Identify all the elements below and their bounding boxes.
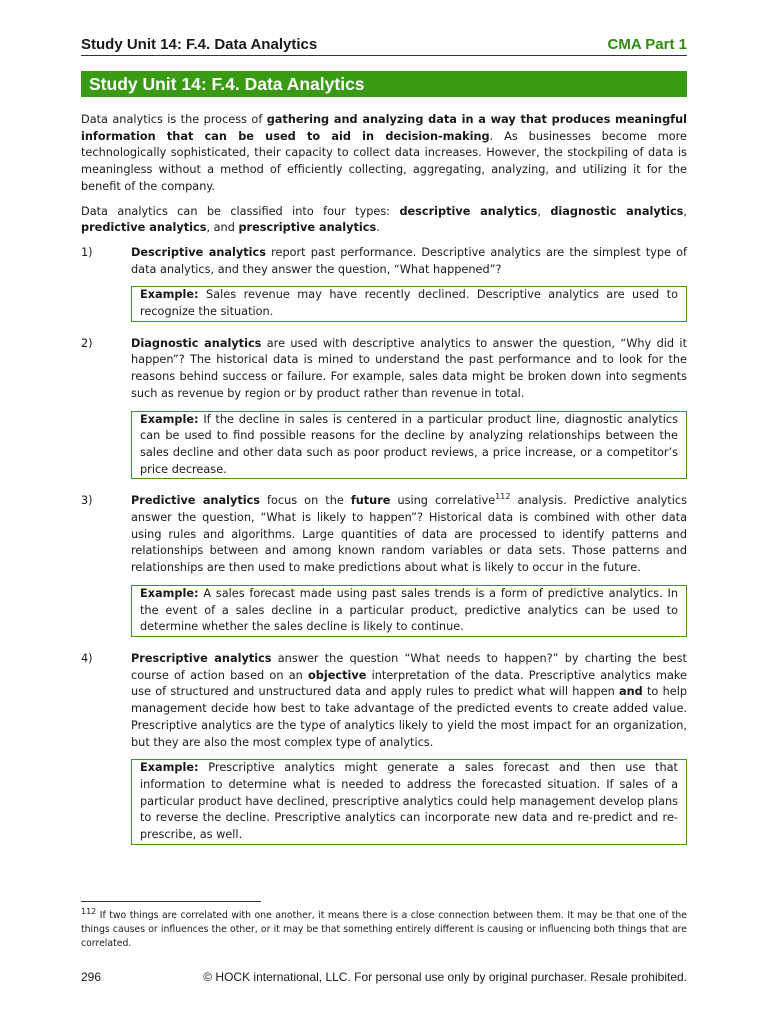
example-box-descriptive: Example: Sales revenue may have recently declined. Descriptive analytics are used to recognize the situation. xyxy=(131,286,687,321)
page-number: 296 xyxy=(81,970,102,984)
main-content xyxy=(81,112,687,859)
page-footer xyxy=(81,970,687,984)
example-box-prescriptive: Example: Prescriptive analytics might generate a sales forecast and then use that information to determine what is needed to address the forecasted situation. If sales of a particular product have declined, prescriptive analytics could help management develop plans to reverse the decline. Prescriptive analytics can incorporate new data and re-predict and re-prescribe, as well. xyxy=(131,759,687,845)
footnote-divider xyxy=(81,901,261,902)
list-item-text: Diagnostic analytics are used with descriptive analytics to answer the question, “Why did it happen”? The historical data is mined to understand the past performance and to look for the reasons behind success or failure. For example, sales data might be broken down into segments such as revenue by region or by product rather than revenue in total. xyxy=(131,336,687,400)
list-item-prescriptive xyxy=(81,651,687,751)
example-box-predictive: Example: A sales forecast made using past sales trends is a form of predictive analytics. In the event of a sales decline in a particular product, predictive analytics can be used to determine whether the sales decline is likely to continue. xyxy=(131,585,687,637)
list-item-descriptive xyxy=(81,245,687,278)
footnote xyxy=(81,906,687,951)
copyright-notice: © HOCK international, LLC. For personal use only by original purchaser. Resale prohibited. xyxy=(203,970,687,984)
example-box-diagnostic: Example: If the decline in sales is centered in a particular product line, diagnostic analytics can be used to find possible reasons for the decline by analyzing relationships between the sales decline and other data such as poor product reviews, a price increase, or a competitor’s price decrease. xyxy=(131,411,687,480)
list-item-diagnostic xyxy=(81,336,687,403)
footnote-reference[interactable]: 112 xyxy=(495,492,511,502)
list-item-predictive xyxy=(81,493,687,577)
list-number: 2) xyxy=(81,336,93,350)
banner-title: Study Unit 14: F.4. Data Analytics xyxy=(89,74,365,94)
intro-paragraph-2: Data analytics can be classified into four types: descriptive analytics, diagnostic analytics, predictive analytics, and prescriptive analytics. xyxy=(81,204,687,235)
list-number: 3) xyxy=(81,494,93,508)
section-banner xyxy=(81,71,687,97)
running-header xyxy=(81,33,687,56)
header-part: CMA Part 1 xyxy=(607,36,687,53)
footnote-number: 112 xyxy=(81,906,97,916)
list-item-text: Descriptive analytics report past performance. Descriptive analytics are the simplest type of data analytics, and they answer the question, “What happened”? xyxy=(131,245,687,276)
header-title: Study Unit 14: F.4. Data Analytics xyxy=(81,36,318,53)
list-item-text: Predictive analytics focus on the future using correlative$^{112}$ analysis. Predictive analytics answer the question, “What is likely to happen”? Historical data is combined with other data using rules and algorithms. Large quantities of data are processed to identify patterns and relationships between and among known random variables or data sets. Those patterns and relationships are then used to make predictions about what is likely to occur in the future. xyxy=(131,492,687,575)
footnote-text: If two things are correlated with one another, it means there is a close connection between them. It may be that one of the things causes or influences the other, or it may be that something entirely different is causing or influencing both things that are correlated. xyxy=(81,910,687,949)
list-number: 1) xyxy=(81,245,93,259)
list-item-text: Prescriptive analytics answer the question “What needs to happen?” by charting the best course of action based on an objective interpretation of the data. Prescriptive analytics make use of structured and unstructured data and apply rules to predict what will happen and to help management decide how best to take advantage of the predicted events to create added value. Prescriptive analytics are the type of analytics likely to yield the most impact for an organization, but they are also the most complex type of analytics. xyxy=(131,651,688,749)
intro-paragraph-1: Data analytics is the process of gathering and analyzing data in a way that produces meaningful information that can be used to aid in decision-making. As businesses become more technologically sophisticated, their capacity to collect data increases. However, the stockpiling of data is meaningless without a method of efficiently collecting, aggregating, analyzing, and utilizing it for the benefit of the company. xyxy=(81,113,687,193)
list-number: 4) xyxy=(81,651,93,665)
